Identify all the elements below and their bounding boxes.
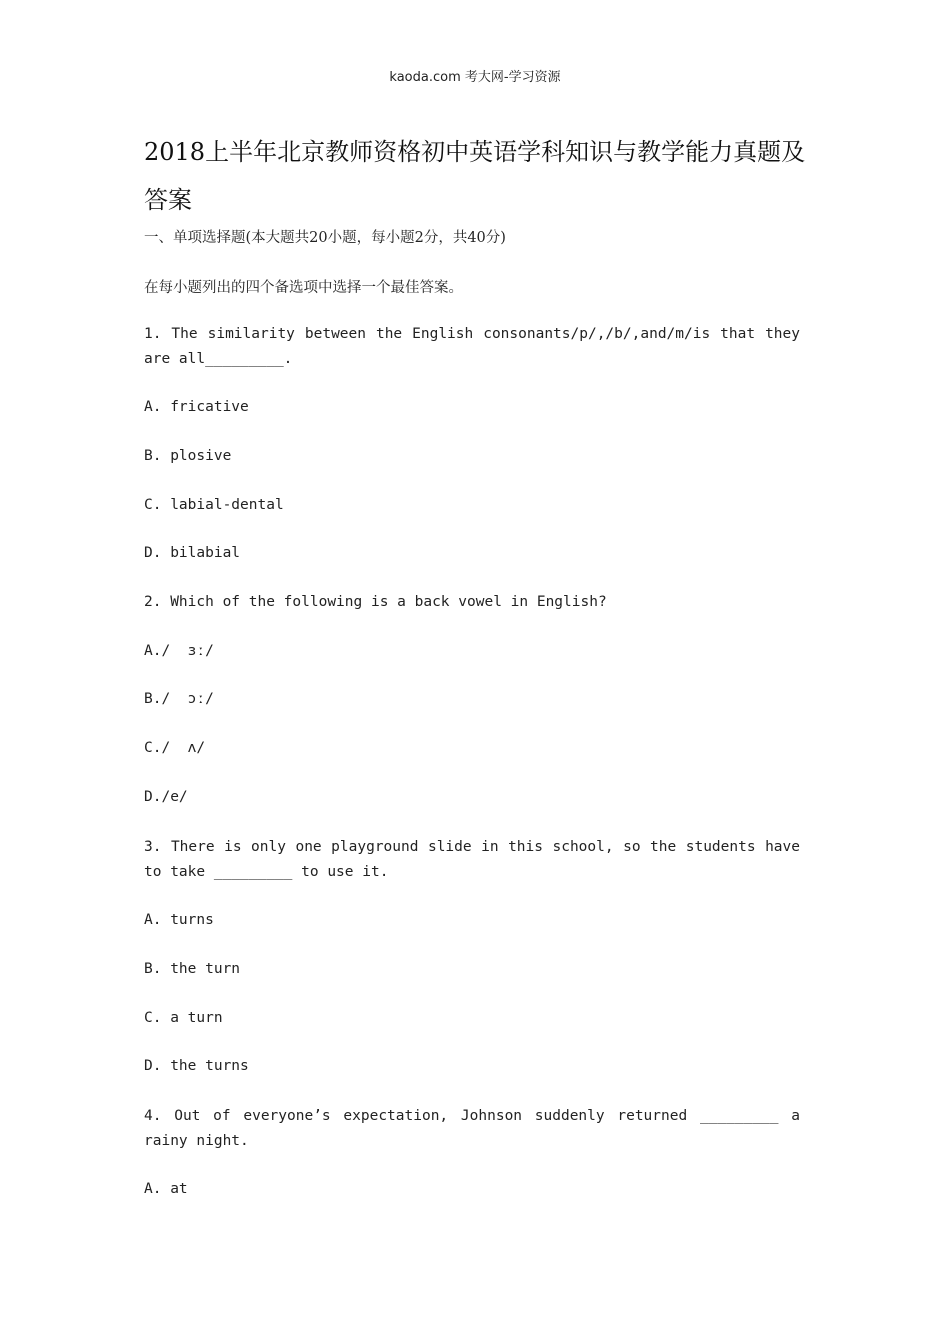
question-2-option-a: A./ ɜː/ — [144, 643, 214, 659]
question-3-option-a: A. turns — [144, 912, 214, 928]
question-4-stem: 4. Out of everyone’s expectation, Johnson suddenly returned _________ a rainy night. — [144, 1108, 800, 1149]
question-1-option-b: B. plosive — [144, 448, 232, 464]
question-1-stem: 1. The similarity between the English consonants/p/,/b/,and/m/is that they are all_________. — [144, 326, 800, 367]
question-1-option-d: D. bilabial — [144, 545, 241, 561]
question-2-option-c: C./ ʌ/ — [144, 740, 206, 756]
section-heading: 一、单项选择题(本大题共20小题，每小题2分，共40分) — [144, 230, 506, 246]
question-1-option-a: A. fricative — [144, 399, 249, 415]
section-instruction: 在每小题列出的四个备选项中选择一个最佳答案。 — [144, 280, 463, 296]
page-header: kaoda.com 考大网-学习资源 — [389, 70, 561, 85]
question-3-option-b: B. the turn — [144, 961, 241, 977]
document-title: 2018上半年北京教师资格初中英语学科知识与教学能力真题及答案 — [144, 138, 806, 214]
question-2-stem: 2. Which of the following is a back vowel in English? — [144, 594, 607, 610]
question-2-option-b: B./ ɔː/ — [144, 691, 214, 707]
question-2-option-d: D./e/ — [144, 789, 188, 805]
question-3-option-d: D. the turns — [144, 1058, 249, 1074]
question-4-option-a: A. at — [144, 1181, 188, 1197]
question-1-option-c: C. labial-dental — [144, 497, 284, 513]
question-3-option-c: C. a turn — [144, 1010, 223, 1026]
question-3-stem: 3. There is only one playground slide in this school, so the students have to take _________ to use it. — [144, 839, 800, 880]
